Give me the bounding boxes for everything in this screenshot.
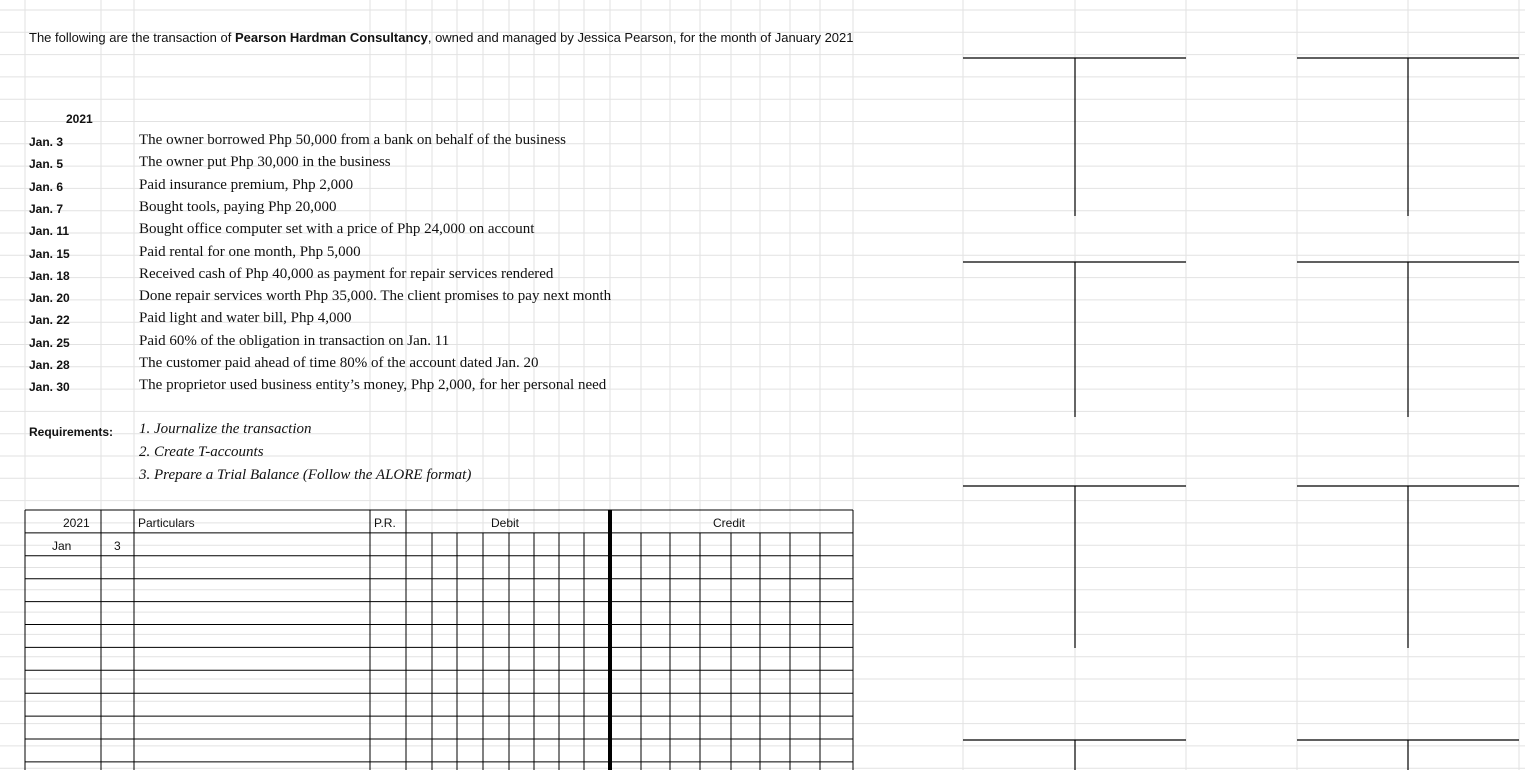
- transaction-description: Paid rental for one month, Php 5,000: [139, 243, 361, 260]
- transaction-description: The proprietor used business entity’s money, Php 2,000, for her personal need: [139, 377, 607, 394]
- journal-header-particulars: Particulars: [138, 516, 195, 530]
- transaction-description: Done repair services worth Php 35,000. The client promises to pay next month: [139, 288, 612, 305]
- journal-header-pr: P.R.: [374, 516, 396, 530]
- transaction-date: Jan. 22: [29, 313, 70, 328]
- transaction-description: The customer paid ahead of time 80% of the account dated Jan. 20: [139, 355, 539, 371]
- transaction-date: Jan. 11: [29, 224, 70, 239]
- journal-entry-month: Jan: [52, 539, 72, 553]
- transaction-description: Bought office computer set with a price of Php 24,000 on account: [139, 221, 535, 238]
- transaction-date: Jan. 6: [29, 179, 64, 194]
- requirement-1: 1. Journalize the transaction: [139, 421, 312, 437]
- requirements-label: Requirements:: [29, 425, 114, 439]
- transaction-date: Jan. 25: [29, 335, 70, 350]
- journal-entry-day: 3: [114, 539, 121, 553]
- transaction-date: Jan. 30: [29, 380, 70, 395]
- transaction-date: Jan. 15: [29, 246, 70, 261]
- transaction-date: Jan. 20: [29, 291, 70, 306]
- journal-header-credit: Credit: [713, 516, 746, 530]
- transaction-date: Jan. 7: [29, 201, 64, 216]
- requirement-2: 2. Create T-accounts: [139, 444, 264, 460]
- transaction-date: Jan. 28: [29, 358, 70, 372]
- transaction-date: Jan. 5: [29, 157, 64, 172]
- journal-header-year: 2021: [63, 516, 90, 530]
- transactions-year-heading: 2021: [66, 112, 93, 126]
- transaction-description: Received cash of Php 40,000 as payment for repair services rendered: [139, 265, 554, 282]
- transaction-date: Jan. 3: [29, 135, 64, 149]
- transaction-description: The owner borrowed Php 50,000 from a bank on behalf of the business: [139, 132, 566, 148]
- journal-header-debit: Debit: [491, 516, 520, 530]
- transaction-description: The owner put Php 30,000 in the business: [139, 154, 391, 171]
- transaction-description: Bought tools, paying Php 20,000: [139, 198, 337, 215]
- requirement-3: 3. Prepare a Trial Balance (Follow the ALORE format): [139, 467, 472, 483]
- transaction-date: Jan. 18: [29, 268, 70, 283]
- intro-paragraph: The following are the transaction of Pearson Hardman Consultancy, owned and managed by Jessica Pearson, for the month of January 2021: [29, 30, 854, 45]
- transaction-description: Paid 60% of the obligation in transaction on Jan. 11: [139, 332, 450, 349]
- transaction-description: Paid insurance premium, Php 2,000: [139, 176, 354, 193]
- company-name: Pearson Hardman Consultancy: [234, 30, 428, 45]
- transaction-description: Paid light and water bill, Php 4,000: [139, 310, 352, 327]
